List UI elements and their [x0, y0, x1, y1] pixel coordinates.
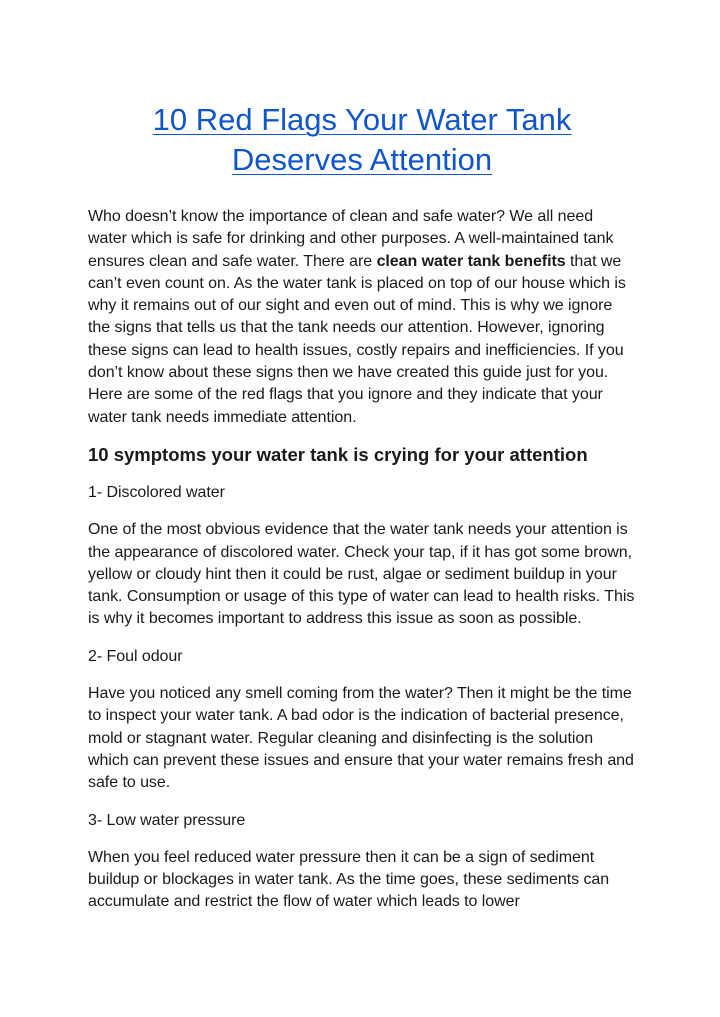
document-page	[88, 100, 636, 929]
item-heading-discolored-water: 1- Discolored water	[88, 483, 225, 501]
item-body-discolored-water: One of the most obvious evidence that the water tank needs your attention is the appearance of discolored water. Check your tap, if it has got some brown, yellow or cloudy hint then it could be rust, algae or sediment buildup in your tank. Consumption or usage of this type of water can lead to health risks. This is why it becomes important to address this issue as soon as possible.	[88, 521, 635, 628]
intro-paragraph	[88, 206, 636, 429]
clean-water-tank-benefits-link[interactable]: clean water tank benefits	[376, 252, 566, 270]
item-body-low-water-pressure: When you feel reduced water pressure then it can be a sign of sediment buildup or blockages in water tank. As the time goes, these sediments can accumulate and restrict the flow of water which leads to lower	[88, 848, 610, 911]
intro-text-end: that we can’t even count on. As the water tank is placed on top of our house which is why it remains out of our sight and even out of mind. This is why we ignore the signs that tells us that the tank needs our attention. However, ignoring these signs can lead to health issues, costly repairs and inefficiencies. If you don’t know about these signs then we have created this guide just for you. Here are some of the red flags that you ignore and they indicate that your water tank needs immediate attention.	[88, 252, 626, 426]
title-link[interactable]: 10 Red Flags Your Water Tank Deserves Attention	[152, 102, 572, 177]
page-title	[88, 100, 636, 180]
item-heading-low-water-pressure: 3- Low water pressure	[88, 811, 246, 829]
section-heading: 10 symptoms your water tank is crying for your attention	[88, 443, 588, 465]
intro-text-start: Who doesn’t know the importance of clean and safe water? We all need water which is safe for drinking and other purposes. A well-maintained tank ensures clean and safe water. There are	[88, 208, 614, 270]
item-body-foul-odour: Have you noticed any smell coming from the water? Then it might be the time to inspect your water tank. A bad odor is the indication of bacterial presence, mold or stagnant water. Regular cleaning and disinfecting is the solution which can prevent these issues and ensure that your water remains fresh and safe to use.	[88, 685, 634, 792]
item-heading-foul-odour: 2- Foul odour	[88, 647, 183, 665]
